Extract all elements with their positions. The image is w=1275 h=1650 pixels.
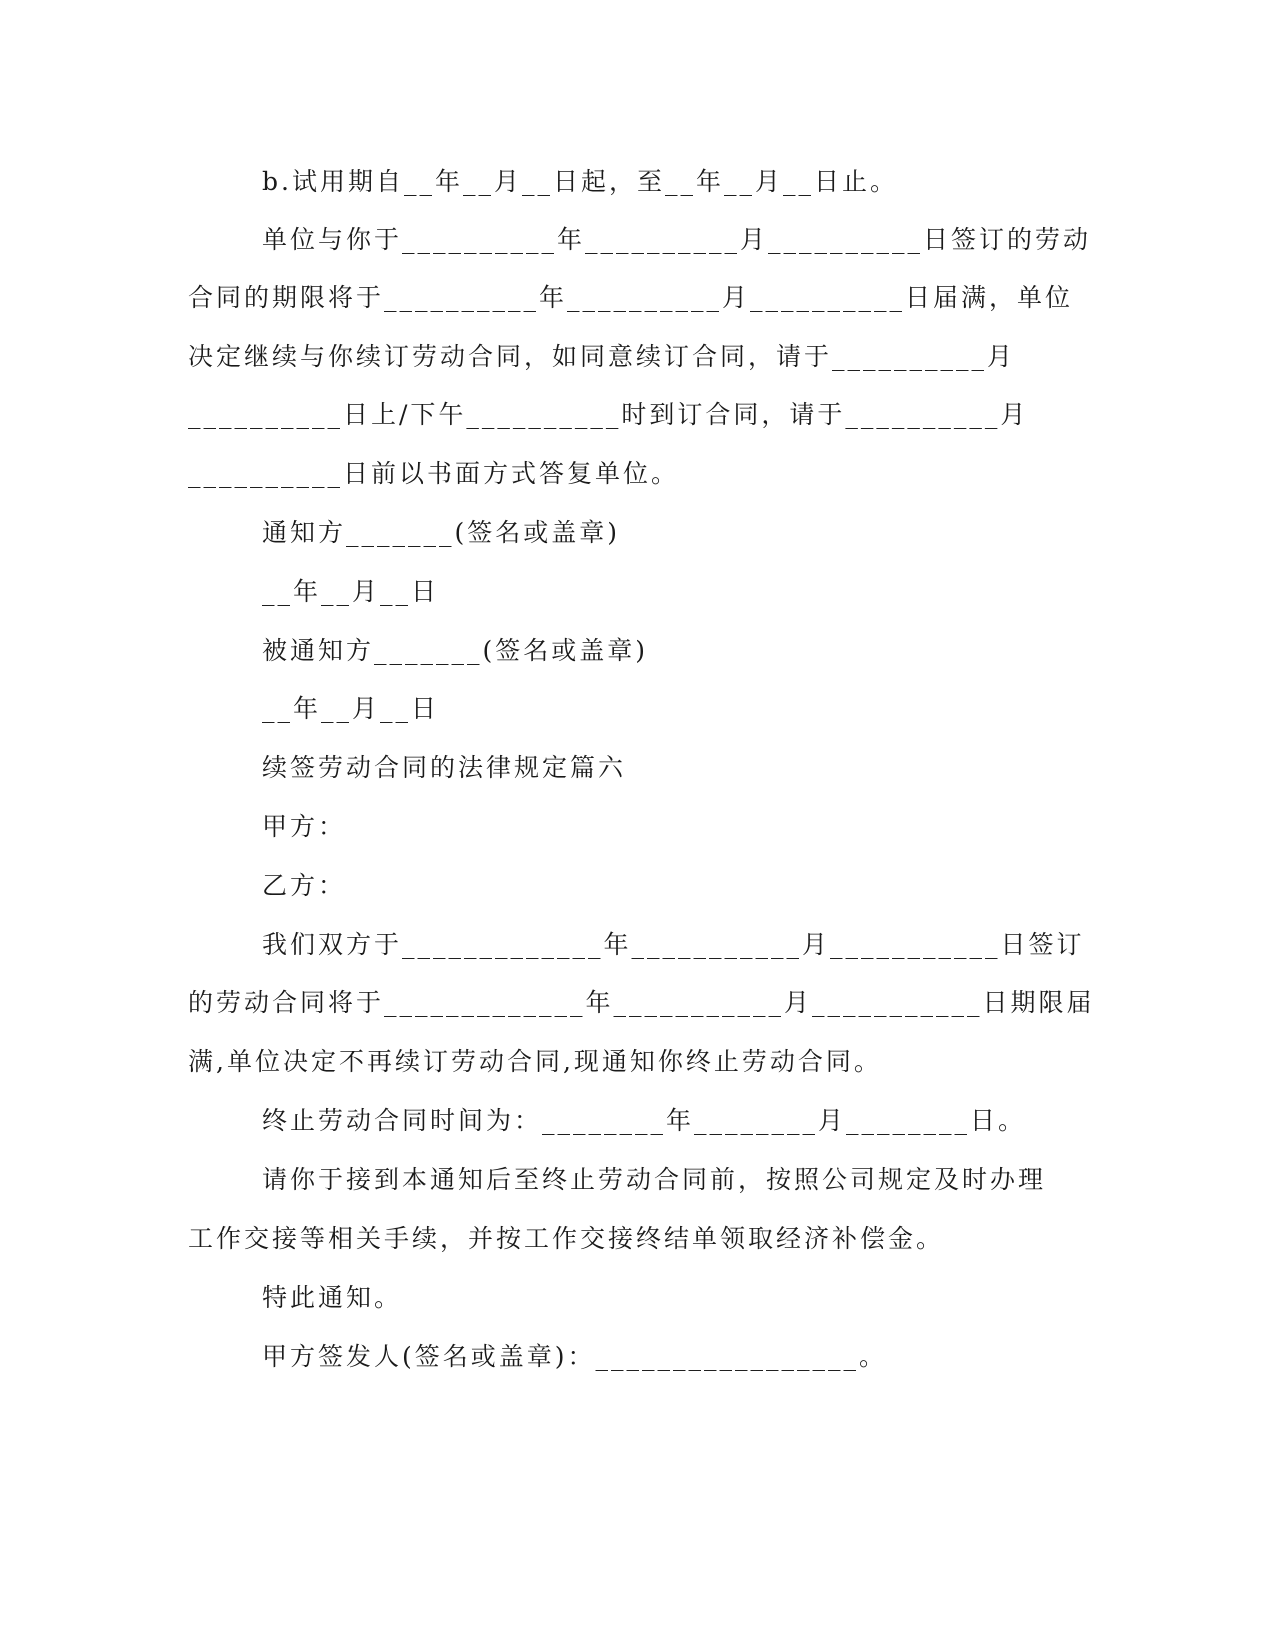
issuer-signature-line: 甲方签发人(签名或盖章)：_________________。 xyxy=(262,1342,888,1371)
party-a-line: 甲方： xyxy=(262,812,347,841)
date-line: __年__月__日 xyxy=(262,694,440,723)
notice-closing: 特此通知。 xyxy=(262,1283,403,1312)
notified-signature-line: 被通知方_______(签名或盖章) xyxy=(262,636,649,665)
section-heading: 续签劳动合同的法律规定篇六 xyxy=(262,753,627,782)
termination-date-line: 终止劳动合同时间为：________年________月________日。 xyxy=(262,1106,1027,1135)
paragraph-line: 工作交接等相关手续，并按工作交接终结单领取经济补偿金。 xyxy=(188,1224,945,1253)
paragraph-line: 单位与你于__________年__________月__________日签订的劳动 xyxy=(262,225,1092,254)
party-b-line: 乙方： xyxy=(262,871,347,900)
paragraph-line: 满,单位决定不再续订劳动合同,现通知你终止劳动合同。 xyxy=(188,1047,882,1076)
date-line: __年__月__日 xyxy=(262,577,440,606)
paragraph-line: 决定继续与你续订劳动合同，如同意续订合同，请于__________月 xyxy=(188,342,1016,371)
paragraph-line: __________日前以书面方式答复单位。 xyxy=(188,459,680,488)
paragraph-line: 我们双方于_____________年___________月___________日签订 xyxy=(262,930,1085,959)
probation-period-line: b.试用期自__年__月__日起，至__年__月__日止。 xyxy=(262,167,898,196)
notifier-signature-line: 通知方_______(签名或盖章) xyxy=(262,518,621,547)
paragraph-line: __________日上/下午__________时到订合同，请于__________月 xyxy=(188,400,1029,429)
paragraph-line: 请你于接到本通知后至终止劳动合同前，按照公司规定及时办理 xyxy=(262,1165,1047,1194)
paragraph-line: 合同的期限将于__________年__________月__________日届满，单位 xyxy=(188,283,1074,312)
paragraph-line: 的劳动合同将于_____________年___________月___________日期限届 xyxy=(188,988,1095,1017)
